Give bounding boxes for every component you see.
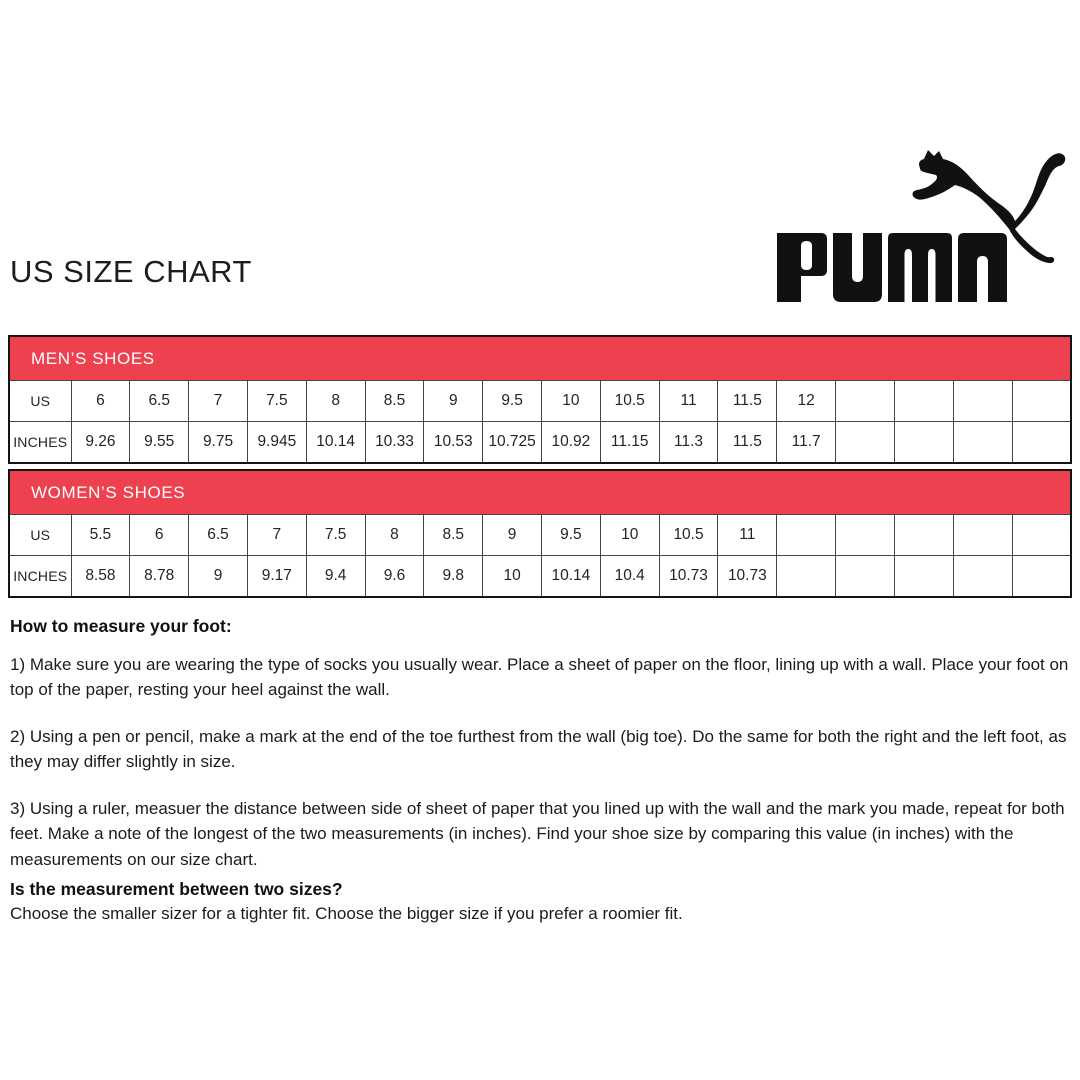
size-cell: 9.6 bbox=[365, 556, 424, 598]
size-cell: 8.5 bbox=[424, 515, 483, 556]
instructions-heading: How to measure your foot: bbox=[10, 616, 232, 636]
size-cell bbox=[1012, 381, 1071, 422]
womens-table-title: WOMEN’S SHOES bbox=[9, 470, 1071, 515]
size-cell: 10.14 bbox=[306, 422, 365, 464]
mens-table-header bbox=[9, 336, 1071, 381]
size-cell: 10.92 bbox=[542, 422, 601, 464]
size-cell: 10.73 bbox=[718, 556, 777, 598]
size-cell bbox=[894, 515, 953, 556]
instruction-step-3: 3) Using a ruler, measuer the distance between side of sheet of paper that you lined up with the wall and the mark you made, repeat for both feet. Make a note of the longest of the two measurements (in inches). Find your shoe size by comparing this value (in inches) with the measurements on our size chart. bbox=[10, 798, 1065, 869]
letter-m bbox=[888, 233, 952, 302]
size-cell: 5.5 bbox=[71, 515, 130, 556]
size-cell bbox=[1012, 515, 1071, 556]
size-cell: 8.58 bbox=[71, 556, 130, 598]
size-cell: 10.5 bbox=[600, 381, 659, 422]
size-cell: 7 bbox=[247, 515, 306, 556]
size-cell: 10.4 bbox=[600, 556, 659, 598]
size-cell: 10.725 bbox=[483, 422, 542, 464]
size-cell bbox=[953, 556, 1012, 598]
size-cell: 8.5 bbox=[365, 381, 424, 422]
instruction-step-2: 2) Using a pen or pencil, make a mark at the end of the toe furthest from the wall (big toe). Do the same for both the right and the left foot, as they may differ slightly in size. bbox=[10, 726, 1067, 772]
size-cell: 6 bbox=[130, 515, 189, 556]
size-cell: 7.5 bbox=[306, 515, 365, 556]
mens-size-table bbox=[8, 335, 1072, 464]
size-cell bbox=[1012, 556, 1071, 598]
measuring-instructions bbox=[10, 616, 1072, 927]
size-cell: 10 bbox=[600, 515, 659, 556]
size-cell: 8 bbox=[365, 515, 424, 556]
size-cell: 9.4 bbox=[306, 556, 365, 598]
size-cell bbox=[1012, 422, 1071, 464]
row-label: US bbox=[9, 515, 71, 556]
row-label: INCHES bbox=[9, 556, 71, 598]
size-cell: 9.17 bbox=[247, 556, 306, 598]
row-label: US bbox=[9, 381, 71, 422]
size-cell: 11.7 bbox=[777, 422, 836, 464]
size-row-us bbox=[9, 515, 1071, 556]
size-cell: 6.5 bbox=[130, 381, 189, 422]
size-cell bbox=[836, 422, 895, 464]
size-cell bbox=[777, 515, 836, 556]
size-cell: 11.5 bbox=[718, 422, 777, 464]
size-cell: 9 bbox=[483, 515, 542, 556]
womens-size-table bbox=[8, 469, 1072, 598]
size-cell: 8.78 bbox=[130, 556, 189, 598]
size-row-us bbox=[9, 381, 1071, 422]
size-cell: 9 bbox=[424, 381, 483, 422]
size-cell: 9.5 bbox=[483, 381, 542, 422]
size-cell bbox=[894, 381, 953, 422]
row-label: INCHES bbox=[9, 422, 71, 464]
size-cell: 6 bbox=[71, 381, 130, 422]
size-cell: 9.5 bbox=[542, 515, 601, 556]
size-cell: 9.75 bbox=[189, 422, 248, 464]
size-cell: 10.14 bbox=[542, 556, 601, 598]
size-cell bbox=[836, 515, 895, 556]
size-cell: 10 bbox=[542, 381, 601, 422]
size-cell bbox=[894, 422, 953, 464]
puma-wordmark bbox=[777, 233, 1007, 302]
size-cell: 7 bbox=[189, 381, 248, 422]
size-cell: 9.945 bbox=[247, 422, 306, 464]
size-cell: 6.5 bbox=[189, 515, 248, 556]
between-sizes-tip: Choose the smaller sizer for a tighter fit. Choose the bigger size if you prefer a roomier fit. bbox=[10, 904, 683, 924]
size-cell: 11.3 bbox=[659, 422, 718, 464]
size-cell: 9.8 bbox=[424, 556, 483, 598]
letter-a bbox=[958, 233, 1007, 302]
size-cell: 10.33 bbox=[365, 422, 424, 464]
size-cell: 11 bbox=[718, 515, 777, 556]
size-cell: 11.15 bbox=[600, 422, 659, 464]
size-cell: 10.5 bbox=[659, 515, 718, 556]
size-cell: 9.55 bbox=[130, 422, 189, 464]
between-sizes-heading: Is the measurement between two sizes? bbox=[10, 879, 343, 900]
size-cell bbox=[953, 381, 1012, 422]
size-cell: 11 bbox=[659, 381, 718, 422]
letter-p bbox=[777, 233, 827, 302]
size-cell: 7.5 bbox=[247, 381, 306, 422]
size-cell: 9 bbox=[189, 556, 248, 598]
size-row-inches bbox=[9, 422, 1071, 464]
mens-table-title: MEN’S SHOES bbox=[9, 336, 1071, 381]
size-cell: 10 bbox=[483, 556, 542, 598]
size-cell: 8 bbox=[306, 381, 365, 422]
size-cell: 12 bbox=[777, 381, 836, 422]
size-cell bbox=[777, 556, 836, 598]
letter-u bbox=[833, 233, 882, 302]
size-cell bbox=[836, 556, 895, 598]
size-cell bbox=[836, 381, 895, 422]
size-cell: 10.73 bbox=[659, 556, 718, 598]
size-cell: 10.53 bbox=[424, 422, 483, 464]
instruction-step-1: 1) Make sure you are wearing the type of socks you usually wear. Place a sheet of paper on the floor, lining up with a wall. Place your foot on top of the paper, resting your heel against the wall. bbox=[10, 654, 1069, 700]
page-title: US SIZE CHART bbox=[10, 254, 252, 289]
size-row-inches bbox=[9, 556, 1071, 598]
size-cell bbox=[953, 515, 1012, 556]
size-cell: 11.5 bbox=[718, 381, 777, 422]
size-cell: 9.26 bbox=[71, 422, 130, 464]
size-cell bbox=[894, 556, 953, 598]
womens-table-header bbox=[9, 470, 1071, 515]
size-cell bbox=[953, 422, 1012, 464]
